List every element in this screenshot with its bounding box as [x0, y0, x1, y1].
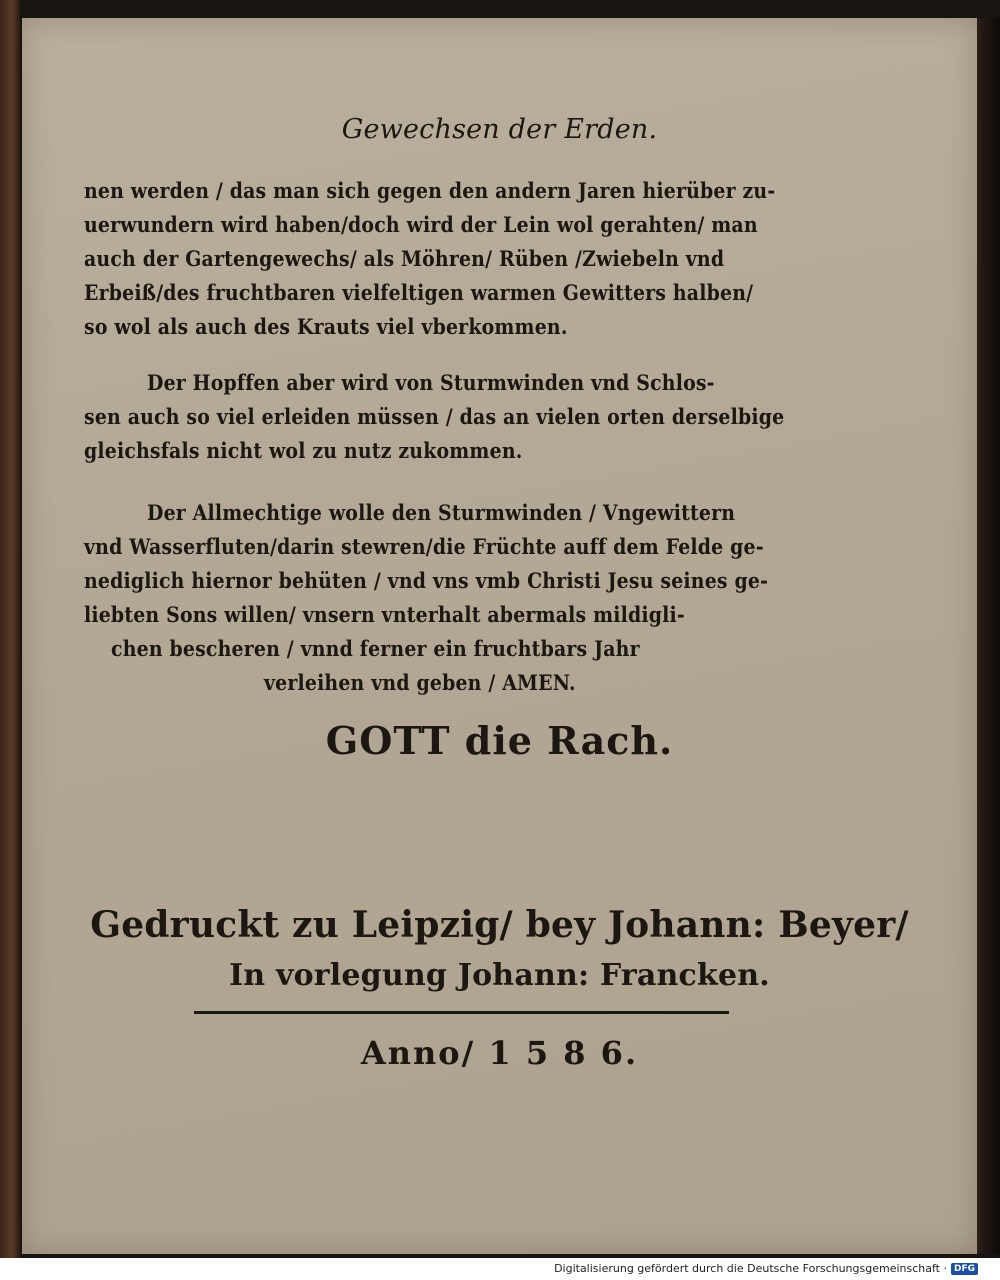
paragraph-2: [84, 366, 785, 468]
text-line: so wol als auch des Krauts viel vberkommen.: [84, 314, 568, 339]
divider-rule: [194, 1011, 729, 1014]
paragraph-3: [84, 496, 777, 700]
digitization-credit: [554, 1262, 978, 1275]
page-edge-shadow: [977, 18, 1000, 1254]
text-line: nediglich hiernor behüten / vnd vns vmb Christi Jesu seines ge-: [84, 568, 769, 593]
text-line: gleichsfals nicht wol zu nutz zukommen.: [84, 438, 523, 463]
closing-line: GOTT die Rach.: [325, 718, 674, 763]
text-line: Der Hopffen aber wird von Sturmwinden vnd Schlos-: [147, 370, 715, 395]
text-line: auch der Gartengewechs/ als Möhren/ Rüben /Zwiebeln vnd: [84, 246, 725, 271]
paragraph-1: [84, 174, 777, 344]
text-line: Der Allmechtige wolle den Sturmwinden / Vngewittern: [147, 500, 736, 525]
imprint-year: Anno/ 1 5 8 6.: [360, 1034, 639, 1072]
text-line: chen bescheren / vnnd ferner ein fruchtbars Jahr: [111, 636, 640, 661]
text-line: liebten Sons willen/ vnsern vnterhalt abermals mildigli-: [84, 602, 685, 627]
book-spine: [0, 0, 20, 1258]
imprint-publisher: In vorlegung Johann: Francken.: [229, 958, 770, 993]
text-line: verleihen vnd geben / AMEN.: [264, 670, 576, 695]
book-page: [22, 18, 977, 1254]
text-line: sen auch so viel erleiden müssen / das an vielen orten derselbige: [84, 404, 785, 429]
text-line: uerwundern wird haben/doch wird der Lein wol gerahten/ man: [84, 212, 758, 237]
text-line: nen werden / das man sich gegen den andern Jaren hierüber zu-: [84, 178, 776, 203]
text-line: Erbeiß/des fruchtbaren vielfeltigen warmen Gewitters halben/: [84, 280, 754, 305]
text-line: vnd Wasserfluten/darin stewren/die Früchte auff dem Felde ge-: [84, 534, 764, 559]
running-head: Gewechsen der Erden.: [341, 114, 658, 145]
imprint-printer: Gedruckt zu Leipzig/ bey Johann: Beyer/: [90, 904, 909, 946]
credit-text: Digitalisierung gefördert durch die Deutsche Forschungsgemeinschaft ·: [554, 1262, 947, 1275]
dfg-logo: DFG: [951, 1263, 978, 1275]
